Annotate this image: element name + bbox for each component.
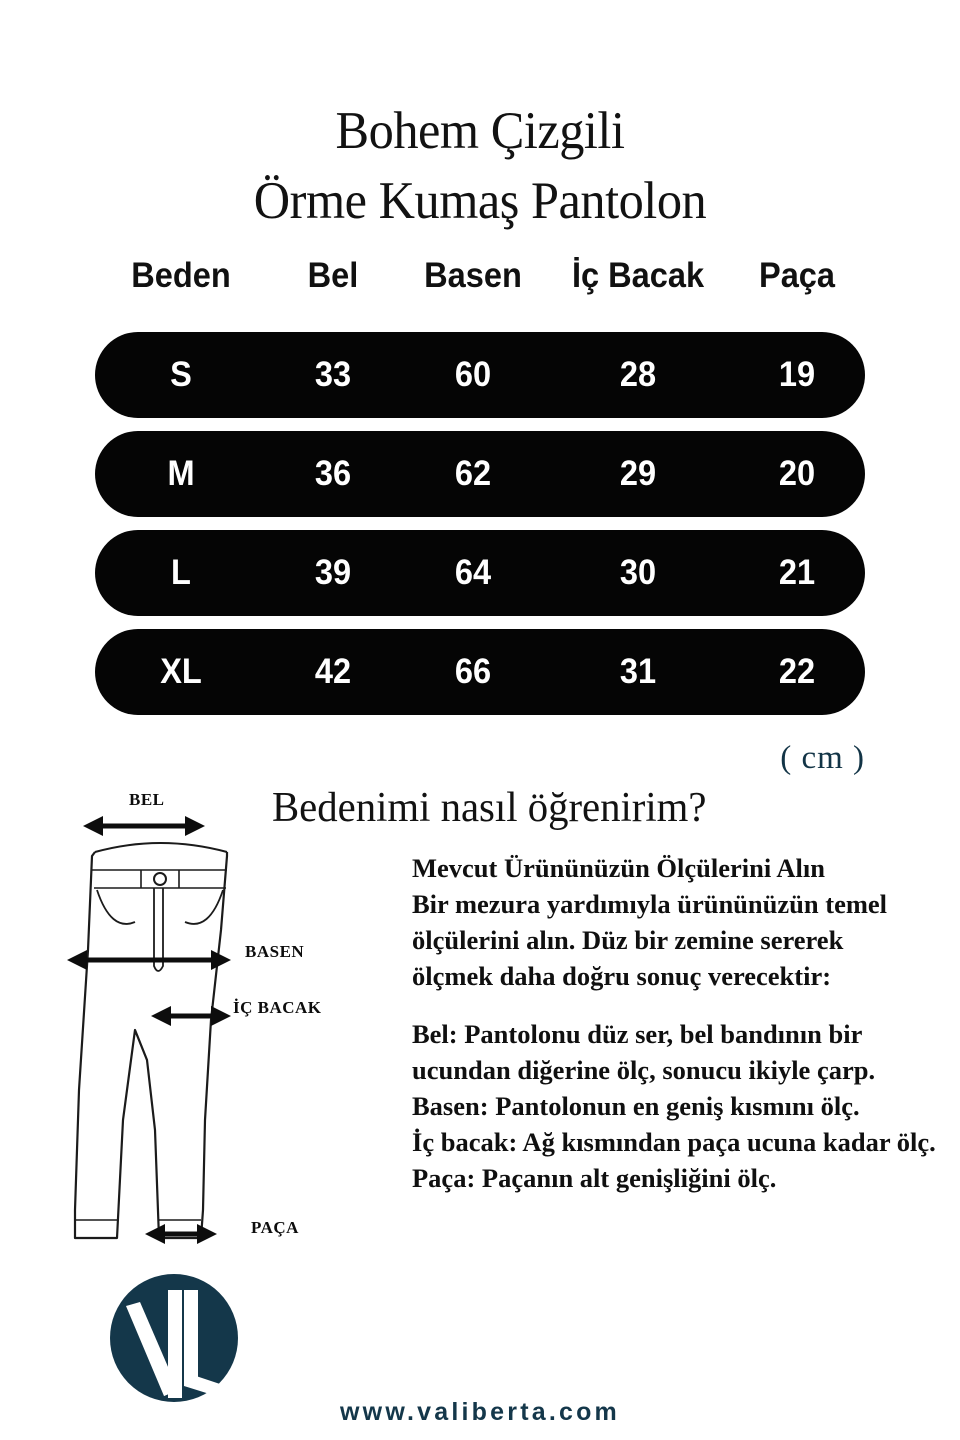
- guide-detail-paragraph: [412, 1016, 952, 1196]
- cell-ic-bacak: 29: [619, 454, 657, 493]
- guide-intro-paragraph: [412, 850, 952, 994]
- page-title: [24, 96, 936, 236]
- cell-basen: 64: [454, 553, 492, 592]
- column-header-bel: Bel: [307, 256, 359, 295]
- website-url[interactable]: www.valiberta.com: [340, 1398, 620, 1426]
- guide-detail-line-ic-bacak: İç bacak: Ağ kısmından paça ucuna kadar ölç.: [412, 1127, 936, 1157]
- brand-logo: [108, 1272, 240, 1404]
- column-header-basen: Basen: [424, 256, 522, 295]
- cell-size: S: [170, 355, 192, 394]
- guide-body: [412, 850, 952, 1196]
- diagram-label-paca: PAÇA: [251, 1218, 299, 1237]
- size-table-header-row: [95, 252, 865, 300]
- guide-detail-line-bel-2: ucundan diğerine ölç, sonucu ikiyle çarp.: [412, 1055, 876, 1085]
- size-table-body: [95, 332, 865, 728]
- cell-size: XL: [160, 652, 202, 691]
- ic-bacak-arrow-icon: [151, 1006, 231, 1026]
- cell-basen: 62: [454, 454, 492, 493]
- cell-paca: 19: [778, 355, 816, 394]
- pants-measurement-diagram: [55, 790, 355, 1260]
- table-row: [95, 629, 865, 715]
- guide-detail-line-bel-1: Bel: Pantolonu düz ser, bel bandının bir: [412, 1019, 863, 1049]
- bel-arrow-icon: [83, 816, 205, 836]
- vl-monogram-icon: [108, 1272, 240, 1404]
- guide-detail-line-basen: Basen: Pantolonun en geniş kısmını ölç.: [412, 1091, 860, 1121]
- paca-arrow-icon: [145, 1224, 217, 1244]
- cell-size: M: [167, 454, 195, 493]
- cell-paca: 21: [778, 553, 816, 592]
- diagram-label-ic-bacak: İÇ BACAK: [233, 998, 322, 1017]
- pants-illustration-svg: [55, 790, 355, 1260]
- cell-bel: 33: [314, 355, 352, 394]
- basen-arrow-icon: [67, 950, 231, 970]
- diagram-label-basen: BASEN: [245, 942, 305, 961]
- paragraph-spacer: [412, 994, 952, 1016]
- table-row: [95, 332, 865, 418]
- cell-ic-bacak: 28: [619, 355, 657, 394]
- guide-intro-line-1: Mevcut Ürününüzün Ölçülerini Alın: [412, 853, 826, 883]
- cell-basen: 66: [454, 652, 492, 691]
- column-header-paca: Paça: [758, 256, 836, 295]
- table-row: [95, 530, 865, 616]
- cell-bel: 39: [314, 553, 352, 592]
- cell-size: L: [171, 553, 191, 592]
- cell-bel: 42: [314, 652, 352, 691]
- unit-note: ( cm ): [780, 740, 865, 776]
- diagram-label-bel: BEL: [129, 790, 165, 809]
- table-row: [95, 431, 865, 517]
- guide-intro-line-4: ölçmek daha doğru sonuç verecektir:: [412, 961, 832, 991]
- cell-bel: 36: [314, 454, 352, 493]
- cell-basen: 60: [454, 355, 492, 394]
- cell-ic-bacak: 30: [619, 553, 657, 592]
- guide-intro-line-3: ölçülerini alın. Düz bir zemine sererek: [412, 925, 844, 955]
- cell-paca: 22: [778, 652, 816, 691]
- guide-detail-line-paca: Paça: Paçanın alt genişliğini ölç.: [412, 1163, 777, 1193]
- guide-intro-line-2: Bir mezura yardımıyla ürününüzün temel: [412, 889, 888, 919]
- page-title-line-2: Örme Kumaş Pantolon: [253, 172, 707, 230]
- column-header-ic-bacak: İç Bacak: [571, 256, 705, 295]
- page-title-line-1: Bohem Çizgili: [335, 102, 625, 160]
- guide-heading: Bedenimi nasıl öğrenirim?: [272, 785, 707, 831]
- cell-ic-bacak: 31: [619, 652, 657, 691]
- cell-paca: 20: [778, 454, 816, 493]
- column-header-beden: Beden: [131, 256, 231, 295]
